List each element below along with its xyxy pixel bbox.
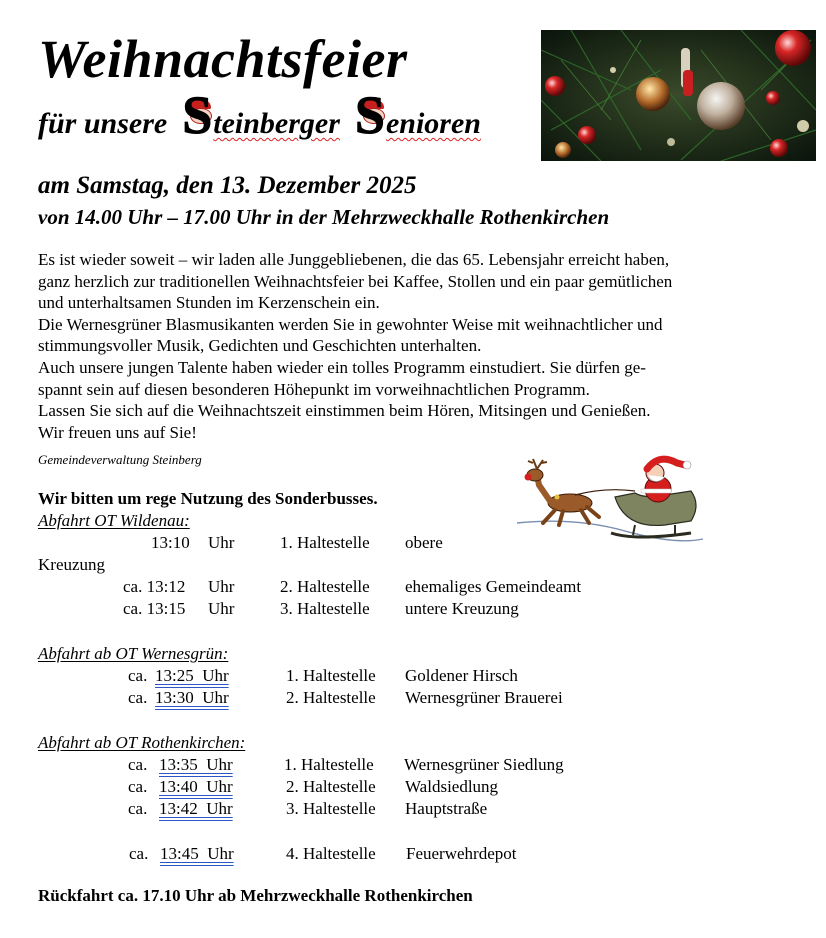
stop-ca: ca. — [129, 844, 149, 863]
stop-place: untere Kreuzung — [405, 599, 519, 618]
stop-time: 13:40 Uhr — [159, 777, 233, 796]
stop-time: 13:35 Uhr — [159, 755, 233, 774]
stop-unit: Uhr — [208, 533, 235, 552]
stop-place: ehemaliges Gemeindeamt — [405, 577, 582, 596]
stop-label: 2. Haltestelle — [286, 688, 376, 707]
invitation-text — [38, 249, 778, 443]
christmas-tree-photo — [541, 30, 816, 161]
stop-label: 4. Haltestelle — [286, 844, 376, 863]
stop-time: 13:45 Uhr — [160, 844, 234, 863]
santa-sleigh-icon — [515, 455, 705, 550]
stop-place: obere — [405, 533, 443, 552]
section-wernesgruen: Abfahrt ab OT Wernesgrün: — [38, 644, 229, 663]
event-date: am Samstag, den 13. Dezember 2025 — [38, 172, 417, 199]
stop-time: 13:25 Uhr — [155, 666, 229, 685]
stop-time: 13:10 — [151, 533, 190, 552]
stop-place: Waldsiedlung — [405, 777, 499, 796]
stop-label: 3. Haltestelle — [280, 599, 370, 618]
stop-label: 1. Haltestelle — [286, 666, 376, 685]
section-wildenau: Abfahrt OT Wildenau: — [38, 511, 190, 530]
body-line: Auch unsere jungen Talente haben wieder ein tolles Programm einstudiert. Sie dürfen ge- — [38, 357, 646, 377]
stop-label: 2. Haltestelle — [280, 577, 370, 596]
stop-ca: ca. — [128, 777, 148, 796]
dropcap-letter-1: S — [182, 85, 213, 145]
body-line: Es ist wieder soweit – wir laden alle Junggebliebenen, die das 65. Lebensjahr erreicht haben, — [38, 250, 670, 269]
signature: Gemeindeverwaltung Steinberg — [38, 452, 202, 467]
stop-time: ca. 13:12 — [123, 577, 186, 596]
event-time: von 14.00 Uhr – 17.00 Uhr in der Mehrzweckhalle Rothenkirchen — [38, 205, 610, 229]
body-line: Die Wernesgrüner Blasmusikanten werden Sie in gewohnter Weise mit weihnachtlicher und — [38, 314, 663, 334]
stop-label: 2. Haltestelle — [286, 777, 376, 796]
santa-s-dropcap-icon — [182, 85, 213, 145]
subtitle-prefix: für unsere — [38, 107, 168, 140]
stop-place: Wernesgrüner Brauerei — [405, 688, 563, 707]
stop-unit: Uhr — [208, 577, 235, 596]
body-line: spannt sein auf diesen besonderen Höhepunkt im vorweihnachtlichen Programm. — [38, 379, 590, 399]
stop-time: 13:30 Uhr — [155, 688, 229, 707]
return-trip: Rückfahrt ca. 17.10 Uhr ab Mehrzweckhalle Rothenkirchen — [38, 886, 473, 905]
stop-unit: Uhr — [208, 599, 235, 618]
stop-ca: ca. — [128, 688, 148, 707]
stop-place: Wernesgrüner Siedlung — [404, 755, 564, 774]
subtitle-word-senioren: enioren — [385, 107, 481, 140]
stop-time: ca. 13:15 — [123, 599, 186, 618]
stop-time: 13:42 Uhr — [159, 799, 233, 818]
stop-label: 1. Haltestelle — [284, 755, 374, 774]
stop-ca: ca. — [128, 666, 148, 685]
subtitle — [38, 85, 481, 145]
stop-ca: ca. — [128, 755, 148, 774]
santa-s-dropcap-icon — [354, 85, 385, 145]
section-rothenkirchen: Abfahrt ab OT Rothenkirchen: — [38, 733, 246, 752]
dropcap-letter-2: S — [354, 85, 385, 145]
body-line: ganz herzlich zur traditionellen Weihnachtsfeier bei Kaffee, Stollen und ein paar gemütlichen — [38, 271, 673, 291]
body-line: Lassen Sie sich auf die Weihnachtszeit einstimmen beim Hören, Mitsingen und Genießen. — [38, 401, 651, 421]
body-line: Wir freuen uns auf Sie! — [38, 422, 197, 442]
page-title: Weihnachtsfeier — [38, 29, 408, 89]
stop-place: Hauptstraße — [405, 799, 488, 818]
stop-place: Feuerwehrdepot — [406, 844, 517, 863]
stop-place-cont: Kreuzung — [38, 555, 106, 574]
bus-heading: Wir bitten um rege Nutzung des Sonderbusses. — [38, 489, 378, 508]
stop-place: Goldener Hirsch — [405, 666, 518, 685]
body-line: und unterhaltsamen Stunden im Kerzenschein ein. — [38, 293, 380, 313]
stop-label: 1. Haltestelle — [280, 533, 370, 552]
stop-label: 3. Haltestelle — [286, 799, 376, 818]
body-line: stimmungsvoller Musik, Gedichten und Geschichten unterhalten. — [38, 336, 482, 356]
stop-ca: ca. — [128, 799, 148, 818]
subtitle-word-steinberger: teinberger — [213, 107, 340, 140]
